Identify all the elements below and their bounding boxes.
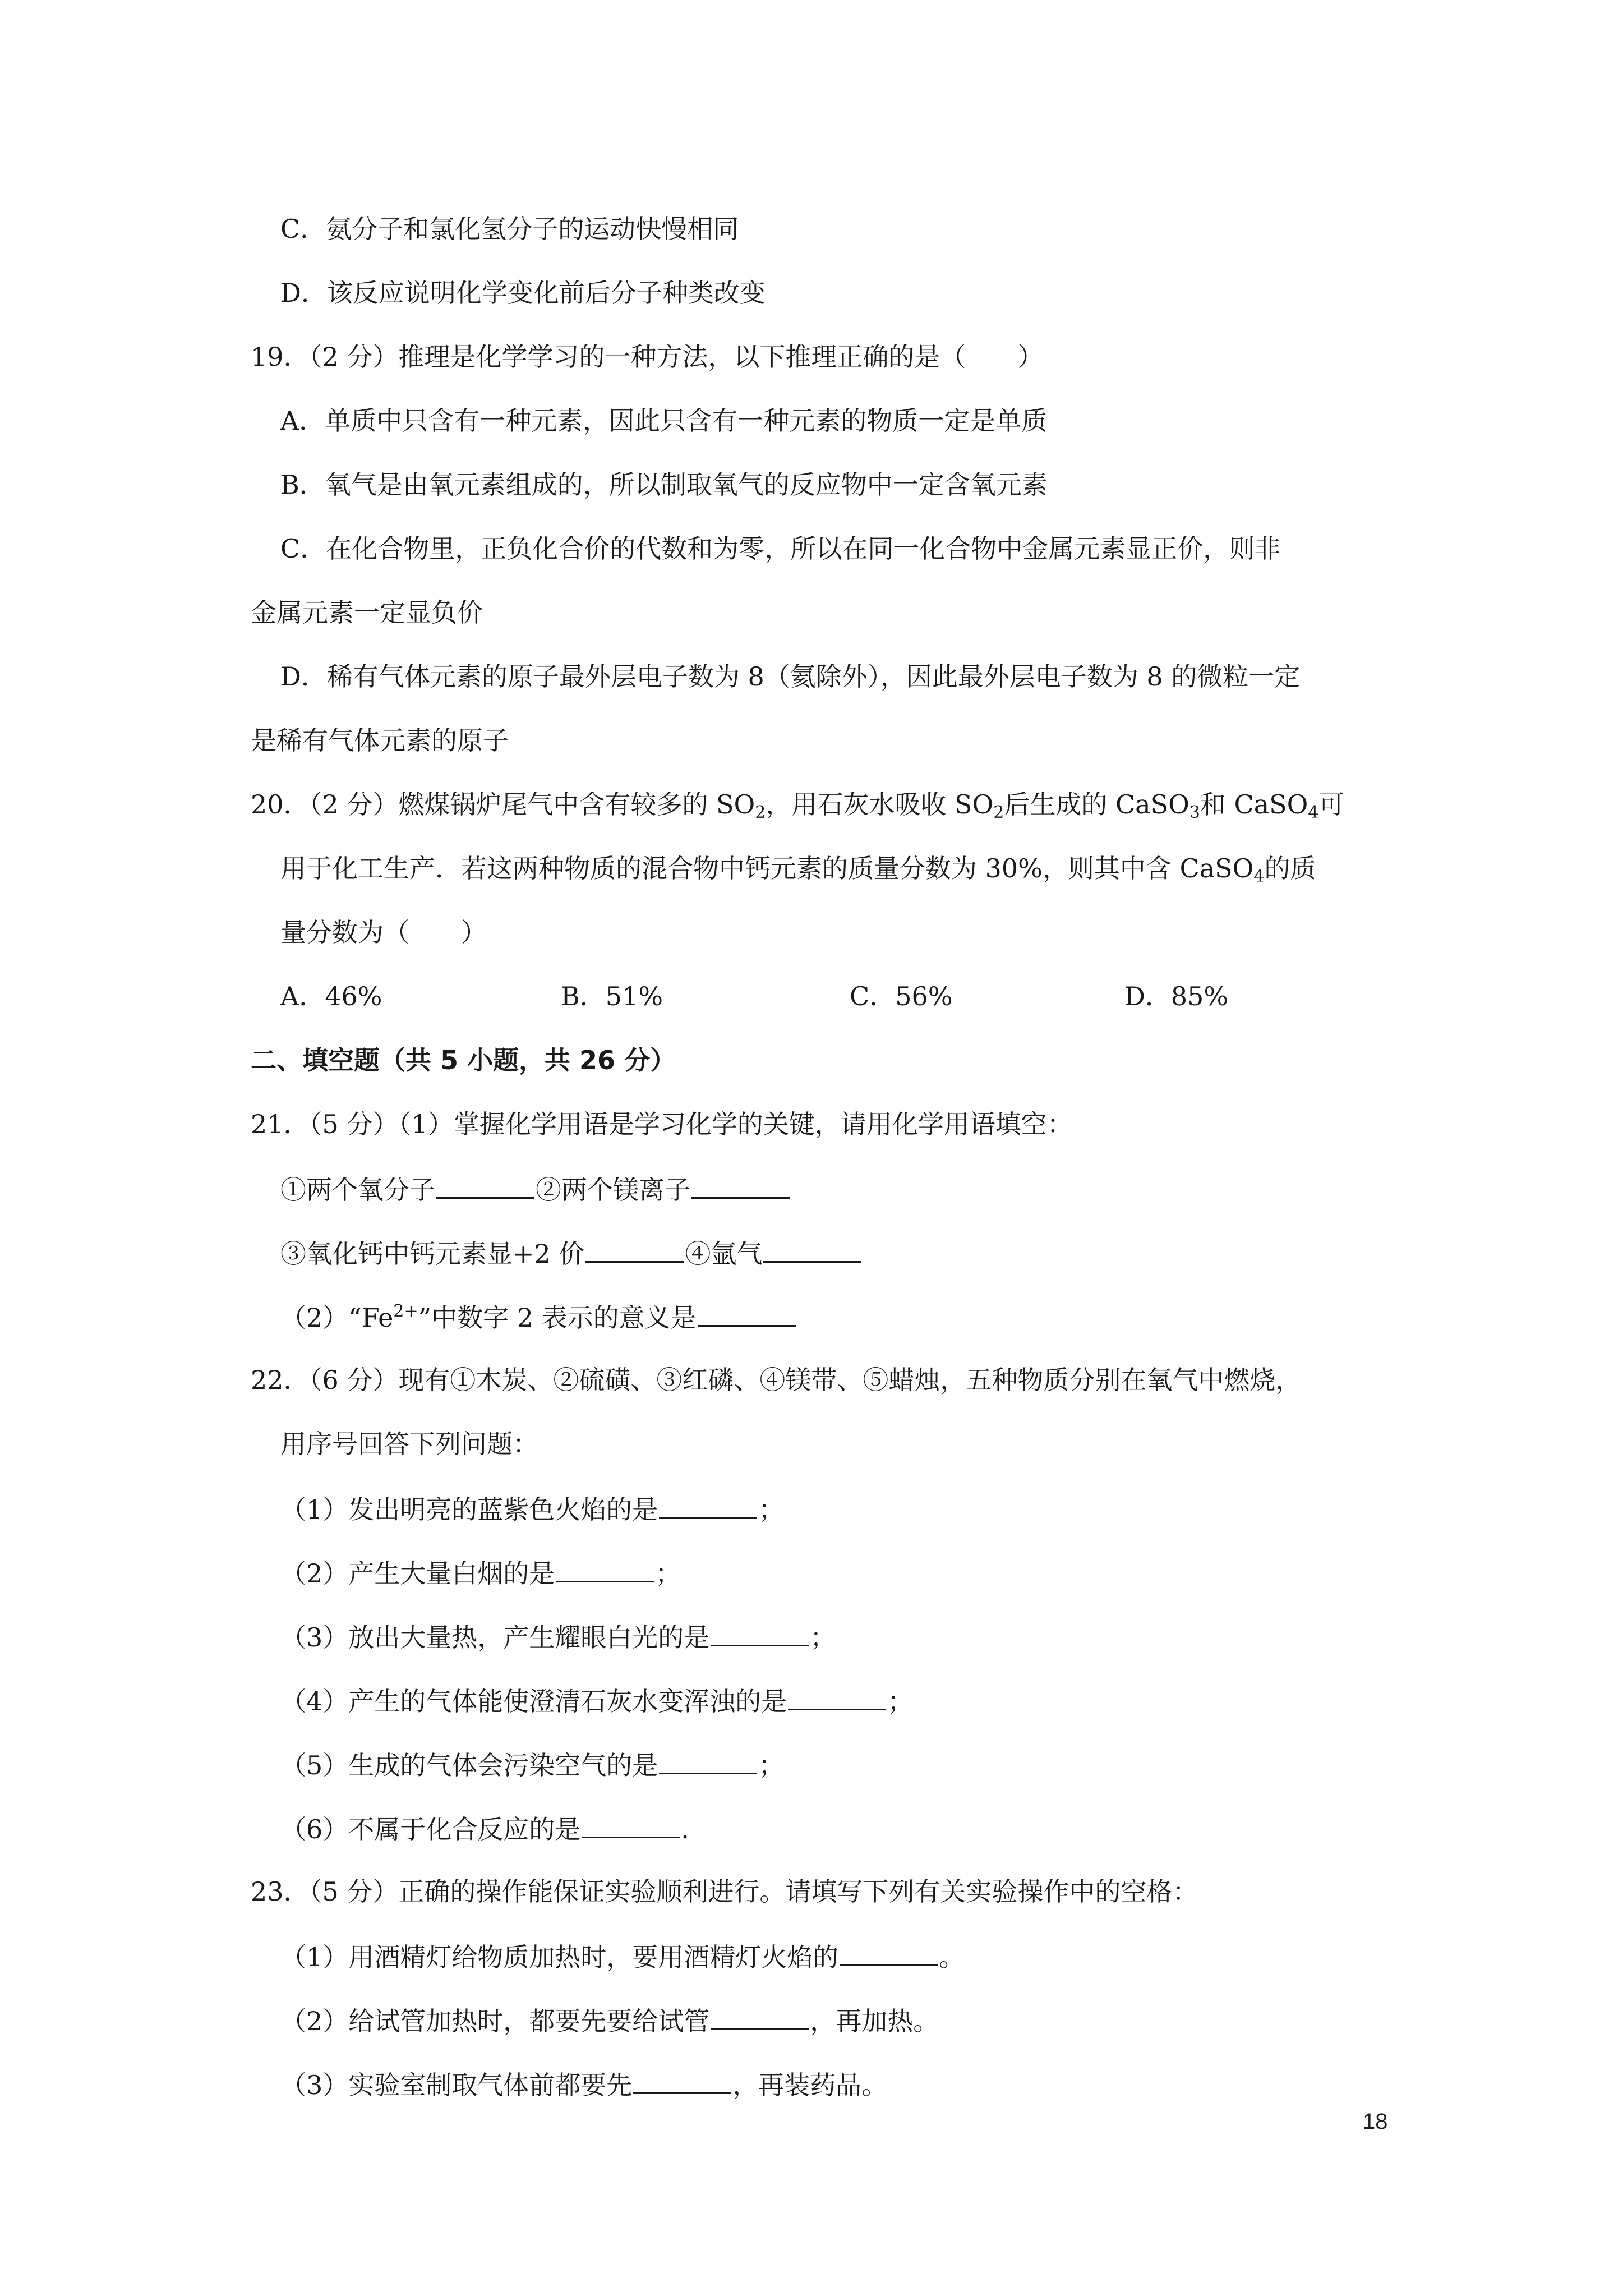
q19-option-a: A．单质中只含有一种元素，因此只含有一种元素的物质一定是单质 bbox=[280, 406, 1048, 436]
q20-option-d: D．85% bbox=[1124, 981, 1229, 1011]
q21-stem: 21．（5 分）（1）掌握化学用语是学习化学的关键，请用化学用语填空： bbox=[251, 1109, 1073, 1139]
answer-blank[interactable] bbox=[556, 1555, 654, 1582]
answer-blank[interactable] bbox=[840, 1939, 938, 1966]
q18-option-d: D．该反应说明化学变化前后分子种类改变 bbox=[280, 278, 766, 308]
q20-stem-line3: 量分数为（ ） bbox=[280, 917, 487, 947]
q20-stem-line2: 用于化工生产．若这两种物质的混合物中钙元素的质量分数为 30%，则其中含 CaSO$_4$的质 bbox=[280, 853, 1316, 886]
q22-item: （5）生成的气体会污染空气的是 ； bbox=[280, 1747, 784, 1782]
answer-blank[interactable] bbox=[659, 1491, 757, 1519]
answer-blank[interactable] bbox=[788, 1683, 886, 1710]
q22-stem-line1: 22．（6 分）现有①木炭、②硫磺、③红磷、④镁带、⑤蜡烛，五种物质分别在氧气中燃烧， bbox=[251, 1365, 1302, 1395]
answer-blank[interactable] bbox=[711, 2003, 809, 2030]
page-number: 18 bbox=[1363, 2109, 1388, 2134]
q20-option-c: C．56% bbox=[850, 981, 953, 1011]
q21-row2: ③氧化钙中钙元素显+2 价 ④氩气 bbox=[280, 1235, 863, 1271]
answer-blank[interactable] bbox=[582, 1811, 680, 1838]
section-heading: 二、填空题（共 5 小题，共 26 分） bbox=[251, 1045, 676, 1075]
q23-item: （1）用酒精灯给物质加热时，要用酒精灯火焰的 。 bbox=[280, 1939, 965, 1974]
q20-stem-line1: 20．（2 分）燃煤锅炉尾气中含有较多的 $SO_2$，用石灰水吸收 $SO_2$后生成的 CaSO$_3$和 CaSO$_4$可 bbox=[251, 789, 1345, 822]
q19-option-d-line1: D．稀有气体元素的原子最外层电子数为 8（氦除外），因此最外层电子数为 8 的微粒一定 bbox=[280, 661, 1301, 692]
answer-blank[interactable] bbox=[585, 1235, 684, 1263]
answer-blank[interactable] bbox=[659, 1747, 757, 1774]
q23-item: （2）给试管加热时，都要先要给试管 ，再加热。 bbox=[280, 2003, 939, 2038]
q22-item: （4）产生的气体能使澄清石灰水变浑浊的是 ； bbox=[280, 1683, 913, 1718]
q22-stem-line2: 用序号回答下列问题： bbox=[280, 1429, 538, 1459]
q22-item: （2）产生大量白烟的是 ； bbox=[280, 1555, 681, 1590]
q19-option-c-line1: C．在化合物里，正负化合价的代数和为零，所以在同一化合物中金属元素显正价，则非 bbox=[280, 533, 1281, 564]
q23-stem: 23．（5 分）正确的操作能保证实验顺利进行。请填写下列有关实验操作中的空格： bbox=[251, 1876, 1198, 1907]
answer-blank[interactable] bbox=[711, 1619, 809, 1646]
q19-stem: 19．（2 分）推理是化学学习的一种方法，以下推理正确的是（ ） bbox=[251, 342, 1044, 372]
answer-blank[interactable] bbox=[763, 1235, 861, 1263]
answer-blank[interactable] bbox=[691, 1171, 790, 1199]
q20-option-a: A．46% bbox=[280, 981, 382, 1011]
q19-option-b: B．氧气是由氧元素组成的，所以制取氧气的反应物中一定含氧元素 bbox=[280, 470, 1048, 500]
q21-row1: ①两个氧分子 ②两个镁离子 bbox=[280, 1171, 791, 1207]
answer-blank[interactable] bbox=[436, 1171, 534, 1199]
q20-option-b: B．51% bbox=[561, 981, 663, 1011]
q18-option-c: C．氨分子和氯化氢分子的运动快慢相同 bbox=[280, 214, 739, 244]
q19-option-c-line2: 金属元素一定显负价 bbox=[251, 597, 483, 628]
q23-item: （3）实验室制取气体前都要先 ，再装药品。 bbox=[280, 2067, 887, 2102]
q19-option-d-line2: 是稀有气体元素的原子 bbox=[251, 725, 509, 756]
q22-item: （1）发出明亮的蓝紫色火焰的是 ； bbox=[280, 1491, 784, 1526]
q22-item: （6）不属于化合反应的是 . bbox=[280, 1811, 689, 1846]
q21-part2: $(2)“Fe^{2+}$”中数字 2 表示的意义是 bbox=[280, 1299, 797, 1335]
q22-item: （3）放出大量热，产生耀眼白光的是 ； bbox=[280, 1619, 836, 1654]
answer-blank[interactable] bbox=[633, 2067, 731, 2094]
answer-blank[interactable] bbox=[698, 1299, 796, 1327]
